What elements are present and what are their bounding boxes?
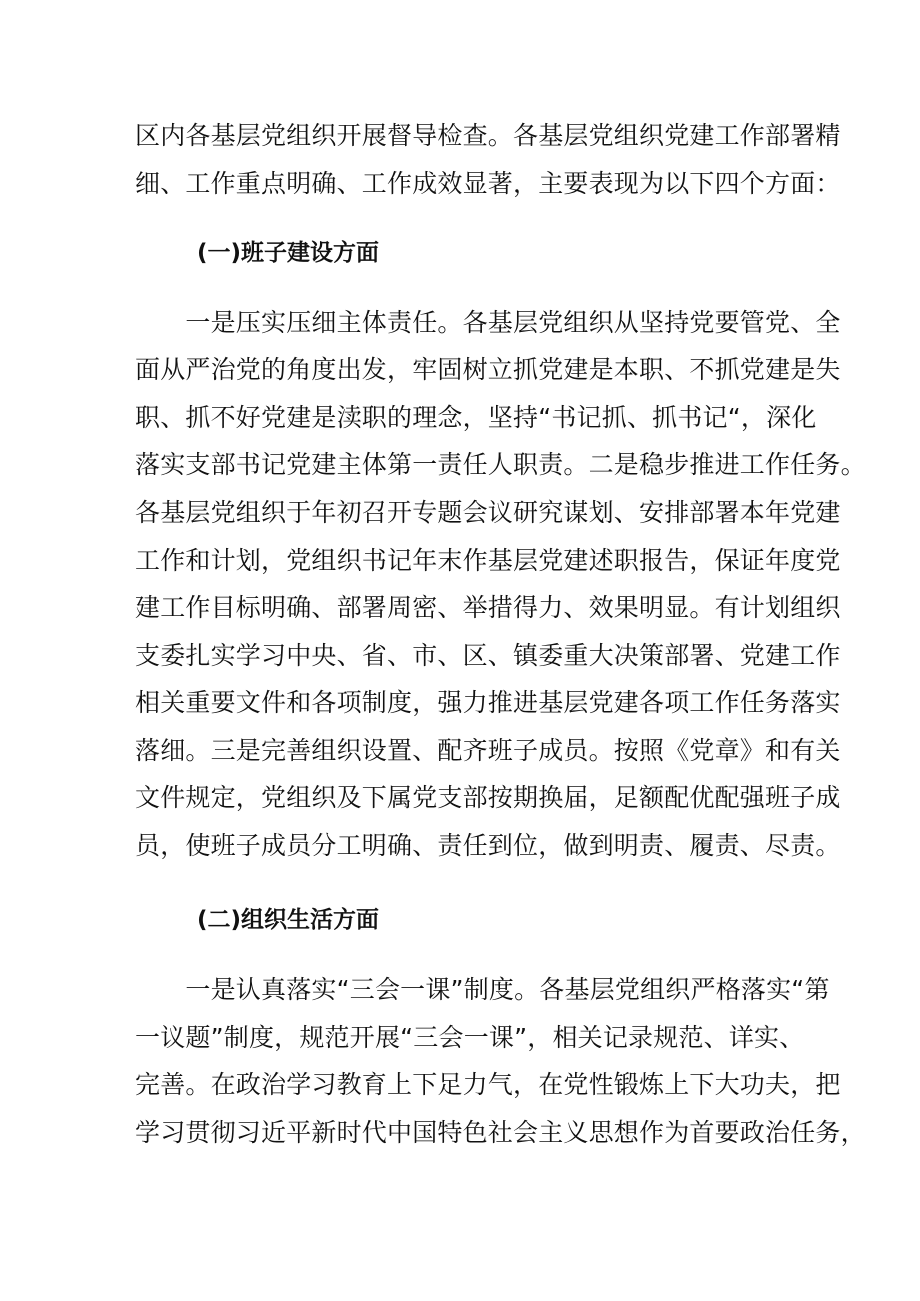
- intro-line: 区内各基层党组织开展督导检查。各基层党组织党建工作部署精: [135, 121, 841, 150]
- intro-line: 细、工作重点明确、工作成效显著，主要表现为以下四个方面：: [135, 169, 841, 198]
- paragraph-line: 面从严治党的角度出发，牢固树立抓党建是本职、不抓党建是失: [135, 355, 841, 384]
- paragraph-line: 员，使班子成员分工明确、责任到位，做到明责、履责、尽责。: [135, 831, 841, 860]
- section-heading-2: (二)组织生活方面: [197, 907, 380, 933]
- paragraph-line: 落细。三是完善组织设置、配齐班子成员。按照《党章》和有关: [135, 736, 841, 765]
- paragraph-line: 一是压实压细主体责任。各基层党组织从坚持党要管党、全: [135, 308, 841, 337]
- paragraph-line: 职、抓不好党建是渎职的理念，坚持“书记抓、抓书记“，深化: [135, 403, 817, 432]
- paragraph-line: 建工作目标明确、部署周密、举措得力、效果明显。有计划组织: [135, 593, 841, 622]
- paragraph-line: 学习贯彻习近平新时代中国特色社会主义思想作为首要政治任务，: [135, 1118, 866, 1147]
- paragraph-line: 落实支部书记党建主体第一责任人职责。二是稳步推进工作任务。: [135, 450, 866, 479]
- paragraph-line: 各基层党组织于年初召开专题会议研究谋划、安排部署本年党建: [135, 498, 841, 527]
- section-heading-1: (一)班子建设方面: [197, 240, 380, 266]
- paragraph-line: 完善。在政治学习教育上下足力气，在党性锻炼上下大功夫，把: [135, 1070, 841, 1099]
- paragraph-line: 文件规定，党组织及下属党支部按期换届，足额配优配强班子成: [135, 783, 841, 812]
- paragraph-line: 工作和计划，党组织书记年末作基层党建述职报告，保证年度党: [135, 546, 841, 575]
- paragraph-line: 一是认真落实“三会一课”制度。各基层党组织严格落实“第: [135, 975, 830, 1004]
- paragraph-line: 一议题”制度，规范开展“三会一课”，相关记录规范、详实、: [135, 1023, 805, 1052]
- paragraph-line: 相关重要文件和各项制度，强力推进基层党建各项工作任务落实: [135, 688, 841, 717]
- paragraph-line: 支委扎实学习中央、省、市、区、镇委重大决策部署、党建工作: [135, 641, 841, 670]
